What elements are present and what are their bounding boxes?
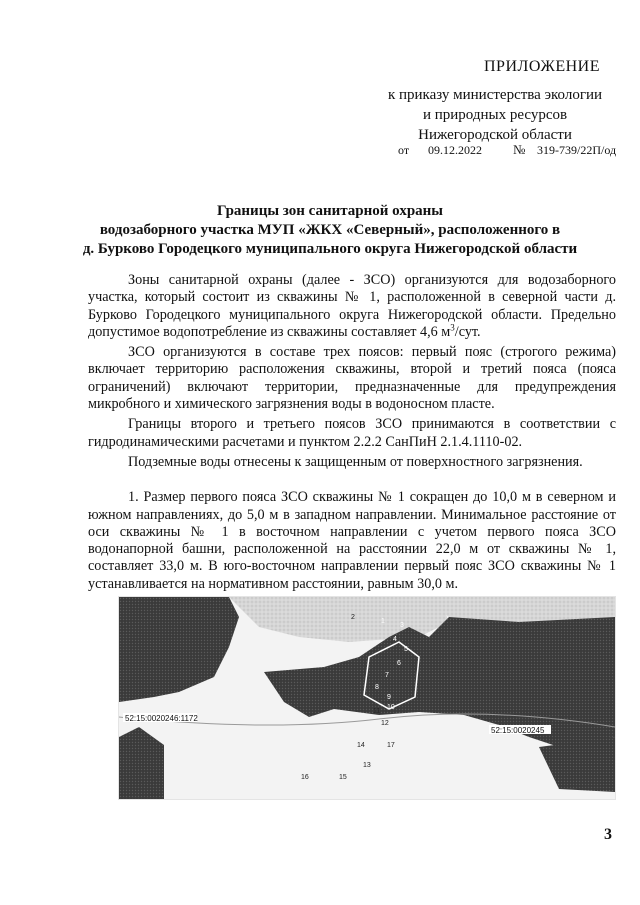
- map-point-6: 6: [397, 660, 401, 667]
- annex-title: ПРИЛОЖЕНИЕ: [483, 58, 600, 75]
- annex-line: Нижегородской области: [418, 127, 572, 143]
- map-point-3: 3: [400, 622, 404, 629]
- map-point-10: 10: [387, 704, 395, 711]
- annex-line: и природных ресурсов: [422, 107, 568, 123]
- map-point-8: 8: [375, 684, 379, 691]
- title-line: д. Бурково Городецкого муниципального округа Нижегородской области: [82, 241, 578, 257]
- map-graphic: [119, 597, 615, 799]
- map-point-4: 4: [393, 636, 397, 643]
- paragraph-zso-intro: Зоны санитарной охраны (далее - ЗСО) организуются для водозаборного участка, который состоит из скважины № 1, расположенной в северной части д. Бурково Городецкого муниципального округа Нижегородской области. Предельно допустимое водопотребление из скважины составляет 4,6 $м^3$/сут.: [88, 272, 616, 340]
- order-reference: [398, 142, 617, 158]
- annex-subtitle: [380, 85, 610, 145]
- paragraph-groundwater: Подземные воды отнесены к защищенным от поверхностного загрязнения.: [128, 453, 583, 470]
- document-body: [88, 272, 616, 596]
- map-point-9: 9: [387, 694, 391, 701]
- paragraph-zso-boundaries: Границы второго и третьего поясов ЗСО принимаются в соответствии с гидродинамическими расчетами и пунктом 2.2.2 СанПиН 2.1.4.1110-02.: [88, 416, 616, 450]
- cadastral-label-left: 52:15:0020246:1172: [125, 714, 198, 723]
- document-title: [60, 202, 600, 259]
- cadastral-label-right: 52:15:0020245: [491, 726, 545, 735]
- map-point-13: 13: [363, 762, 371, 769]
- paragraph-zso-belts: ЗСО организуются в составе трех поясов: первый пояс (строгого режима) включает территорию расположения скважины, второй и третий пояса (пояса ограничений) включают территории, предназначенные для предупреждения микробного и химического загрязнения воды в водоносном пласте.: [88, 344, 616, 413]
- superscript-3: 3: [450, 322, 455, 333]
- map-point-17: 17: [387, 742, 395, 749]
- map-point-15: 15: [339, 774, 347, 781]
- order-from-label: от: [398, 143, 410, 157]
- map-point-5: 5: [404, 646, 408, 653]
- title-line: Границы зон санитарной охраны: [216, 203, 444, 219]
- cadastral-map-image: [118, 596, 616, 800]
- map-point-14: 14: [357, 742, 365, 749]
- paragraph-first-belt: 1. Размер первого пояса ЗСО скважины № 1 сокращен до 10,0 м в северном и южном направлениях, до 5,0 м в западном направлении. Минимальное расстояние от оси скважины № 1 в восточном направлении с учетом первого пояса ЗСО водонапорной башни, расположенной на расстоянии 22,0 м от скважины № 1, составляет 33,0 м. В юго-восточном направлении первый пояс ЗСО скважины № 1 устанавливается на нормативном расстоянии, равным 30,0 м.: [88, 489, 616, 592]
- title-line: водозаборного участка МУП «ЖКХ «Северный», расположенного в: [99, 222, 561, 238]
- order-date: 09.12.2022: [428, 143, 482, 157]
- map-point-16: 16: [301, 774, 309, 781]
- map-point-7: 7: [385, 672, 389, 679]
- map-point-12: 12: [381, 720, 389, 727]
- map-point-11: 11: [373, 708, 381, 715]
- map-point-1: 1: [381, 618, 385, 625]
- annex-line: к приказу министерства экологии: [387, 87, 603, 103]
- map-point-2: 2: [351, 614, 355, 621]
- order-number: 319-739/22П/од: [537, 143, 617, 157]
- page-number: 3: [604, 826, 612, 843]
- order-number-sign: №: [513, 142, 526, 157]
